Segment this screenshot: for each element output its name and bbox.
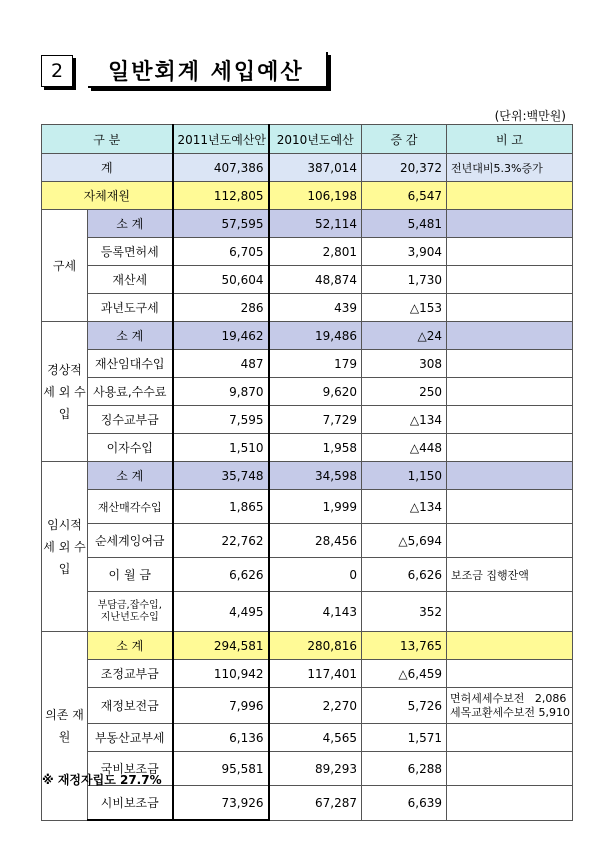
cell-2010: 4,143 xyxy=(269,592,362,632)
cell-change: △5,694 xyxy=(362,524,447,558)
cell-change: 1,730 xyxy=(362,266,447,294)
cell-2010: 439 xyxy=(269,294,362,322)
table-header xyxy=(42,125,573,154)
header-2011: 2011년도예산안 xyxy=(173,125,269,154)
row-label: 조정교부금 xyxy=(88,660,173,688)
table-row xyxy=(42,724,573,752)
cell-2010: 179 xyxy=(269,350,362,378)
cell-2010: 19,486 xyxy=(269,322,362,350)
cell-change: 6,547 xyxy=(362,182,447,210)
cell-note xyxy=(447,322,573,350)
cell-2010: 7,729 xyxy=(269,406,362,434)
section-number: 2 xyxy=(41,55,73,87)
row-label: 재산세 xyxy=(88,266,173,294)
cell-note xyxy=(447,294,573,322)
row-label: 시비보조금 xyxy=(88,786,173,821)
cell-2010: 48,874 xyxy=(269,266,362,294)
table-row xyxy=(42,592,573,632)
cell-2010: 106,198 xyxy=(269,182,362,210)
cell-2011: 1,510 xyxy=(173,434,269,462)
cell-note xyxy=(447,490,573,524)
group-label-recurrent: 경상적 세 외 수 입 xyxy=(42,322,88,462)
cell-2010: 34,598 xyxy=(269,462,362,490)
cell-note xyxy=(447,462,573,490)
table-row xyxy=(42,786,573,821)
cell-change: 13,765 xyxy=(362,632,447,660)
budget-table xyxy=(41,124,573,821)
header-2010: 2010년도예산 xyxy=(269,125,362,154)
cell-note xyxy=(447,210,573,238)
cell-2011: 19,462 xyxy=(173,322,269,350)
cell-change: 6,288 xyxy=(362,752,447,786)
table-row xyxy=(42,434,573,462)
row-label: 재산임대수입 xyxy=(88,350,173,378)
cell-note xyxy=(447,524,573,558)
table-row xyxy=(42,558,573,592)
cell-change: 250 xyxy=(362,378,447,406)
cell-2011: 7,996 xyxy=(173,688,269,724)
cell-change: △448 xyxy=(362,434,447,462)
cell-note xyxy=(447,688,573,724)
row-label: 재산매각수입 xyxy=(88,490,173,524)
table-row xyxy=(42,322,573,350)
cell-change: 20,372 xyxy=(362,154,447,182)
cell-change: 1,150 xyxy=(362,462,447,490)
row-label: 순세계잉여금 xyxy=(88,524,173,558)
header-category: 구 분 xyxy=(42,125,173,154)
cell-note xyxy=(447,406,573,434)
group-label-temporary: 임시적 세 외 수 입 xyxy=(42,462,88,632)
cell-change: 6,639 xyxy=(362,786,447,821)
cell-change: 6,626 xyxy=(362,558,447,592)
cell-2011: 9,870 xyxy=(173,378,269,406)
cell-2010: 280,816 xyxy=(269,632,362,660)
note-line: 면허세세수보전 2,086 xyxy=(450,691,567,705)
cell-note: 보조금 집행잔액 xyxy=(447,558,573,592)
cell-2010: 9,620 xyxy=(269,378,362,406)
cell-change: △6,459 xyxy=(362,660,447,688)
row-label: 이자수입 xyxy=(88,434,173,462)
table-row xyxy=(42,294,573,322)
cell-change: △134 xyxy=(362,490,447,524)
row-label: 등록면허세 xyxy=(88,238,173,266)
table-row xyxy=(42,688,573,724)
cell-note: 전년대비5.3%증가 xyxy=(447,154,573,182)
cell-2011: 22,762 xyxy=(173,524,269,558)
cell-2010: 117,401 xyxy=(269,660,362,688)
cell-2010: 4,565 xyxy=(269,724,362,752)
cell-change: △24 xyxy=(362,322,447,350)
cell-2010: 1,958 xyxy=(269,434,362,462)
cell-2010: 387,014 xyxy=(269,154,362,182)
row-label: 계 xyxy=(42,154,173,182)
table-row-own-revenue xyxy=(42,182,573,210)
cell-2011: 407,386 xyxy=(173,154,269,182)
cell-2011: 57,595 xyxy=(173,210,269,238)
table-row xyxy=(42,378,573,406)
table-row xyxy=(42,406,573,434)
cell-note xyxy=(447,238,573,266)
header-note: 비 고 xyxy=(447,125,573,154)
cell-note xyxy=(447,632,573,660)
table-row xyxy=(42,490,573,524)
row-label: 소 계 xyxy=(88,632,173,660)
group-label-tax: 구세 xyxy=(42,210,88,322)
cell-note xyxy=(447,660,573,688)
row-label: 재정보전금 xyxy=(88,688,173,724)
cell-2011: 110,942 xyxy=(173,660,269,688)
unit-label: (단위:백만원) xyxy=(494,109,566,123)
header-change: 증 감 xyxy=(362,125,447,154)
cell-change: 5,726 xyxy=(362,688,447,724)
table-row xyxy=(42,632,573,660)
cell-2010: 89,293 xyxy=(269,752,362,786)
row-label: 소 계 xyxy=(88,210,173,238)
row-label: 과년도구세 xyxy=(88,294,173,322)
cell-2011: 1,865 xyxy=(173,490,269,524)
row-label: 소 계 xyxy=(88,322,173,350)
cell-note xyxy=(447,786,573,821)
cell-2011: 487 xyxy=(173,350,269,378)
note-line: 세목교환세수보전 5,910 xyxy=(450,705,570,719)
cell-change: 5,481 xyxy=(362,210,447,238)
row-label: 부동산교부세 xyxy=(88,724,173,752)
table-row xyxy=(42,210,573,238)
cell-change: 1,571 xyxy=(362,724,447,752)
row-label: 자체재원 xyxy=(42,182,173,210)
table-row xyxy=(42,350,573,378)
cell-2011: 50,604 xyxy=(173,266,269,294)
cell-2010: 67,287 xyxy=(269,786,362,821)
cell-note xyxy=(447,752,573,786)
cell-change: △134 xyxy=(362,406,447,434)
row-label: 이 월 금 xyxy=(88,558,173,592)
row-label: 부담금,잡수입, 지난년도수입 xyxy=(88,592,173,632)
table-row xyxy=(42,266,573,294)
cell-2011: 95,581 xyxy=(173,752,269,786)
page-title: 일반회계 세입예산 xyxy=(108,60,304,85)
cell-note xyxy=(447,350,573,378)
cell-2010: 2,270 xyxy=(269,688,362,724)
cell-note xyxy=(447,182,573,210)
footnote: ※ 재정자립도 27.7% xyxy=(42,773,162,787)
cell-note xyxy=(447,592,573,632)
cell-2011: 7,595 xyxy=(173,406,269,434)
cell-note xyxy=(447,434,573,462)
cell-2010: 1,999 xyxy=(269,490,362,524)
row-label: 소 계 xyxy=(88,462,173,490)
cell-note xyxy=(447,724,573,752)
cell-note xyxy=(447,378,573,406)
cell-note xyxy=(447,266,573,294)
cell-2010: 0 xyxy=(269,558,362,592)
cell-change: 352 xyxy=(362,592,447,632)
table-row xyxy=(42,238,573,266)
cell-2011: 73,926 xyxy=(173,786,269,821)
title-box xyxy=(88,52,328,88)
cell-2010: 52,114 xyxy=(269,210,362,238)
table-row xyxy=(42,660,573,688)
cell-2010: 2,801 xyxy=(269,238,362,266)
cell-2010: 28,456 xyxy=(269,524,362,558)
cell-2011: 286 xyxy=(173,294,269,322)
cell-2011: 294,581 xyxy=(173,632,269,660)
cell-2011: 6,626 xyxy=(173,558,269,592)
table-row-total xyxy=(42,154,573,182)
row-label: 국비보조금 xyxy=(88,752,173,786)
cell-2011: 35,748 xyxy=(173,462,269,490)
table-row xyxy=(42,524,573,558)
row-label: 징수교부금 xyxy=(88,406,173,434)
cell-change: 3,904 xyxy=(362,238,447,266)
cell-2011: 6,136 xyxy=(173,724,269,752)
group-label-dependent: 의존 재원 xyxy=(42,632,88,821)
cell-2011: 4,495 xyxy=(173,592,269,632)
table-row xyxy=(42,462,573,490)
row-label: 사용료,수수료 xyxy=(88,378,173,406)
cell-change: 308 xyxy=(362,350,447,378)
cell-2011: 6,705 xyxy=(173,238,269,266)
cell-2011: 112,805 xyxy=(173,182,269,210)
cell-change: △153 xyxy=(362,294,447,322)
